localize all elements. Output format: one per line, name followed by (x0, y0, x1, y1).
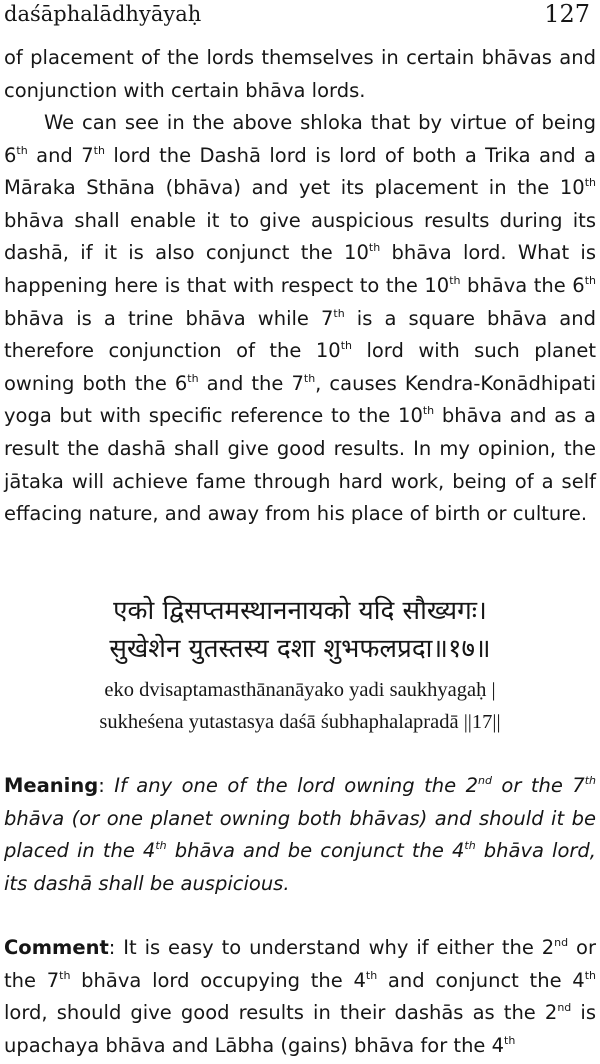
meaning-section (4, 770, 596, 900)
text-run: bhāva the 6 (460, 273, 585, 297)
superscript: th (464, 839, 476, 853)
paragraph-continuation: of placement of the lords themselves in certain bhāvas and conjunction with certain bhāva lords. (4, 46, 596, 102)
text-run: bhāva (or one planet owning both bhāvas) and should it be placed in the 4 (4, 806, 596, 863)
text-run: or the 7 (491, 774, 585, 797)
text-run: or the 7 (4, 936, 596, 992)
superscript: th (584, 273, 596, 287)
text-run: We can see in the above shloka that by virtue of being 6 (4, 111, 596, 167)
superscript: nd (557, 1001, 572, 1015)
text-run: and the 7 (198, 371, 304, 395)
superscript: nd (554, 936, 569, 949)
text-run: is upachaya bhāva and Lābha (gains) bhāva for the 4 (4, 1001, 596, 1057)
label-colon: : (108, 936, 124, 959)
superscript: th (584, 176, 596, 190)
label-colon: : (98, 774, 115, 797)
superscript: th (303, 371, 316, 385)
superscript: th (449, 273, 461, 287)
text-run: lord, should give good results in their dashās as the 2 (4, 1001, 558, 1025)
comment-section (4, 932, 596, 1062)
running-title: daśāphalādhyāyaḥ (4, 2, 202, 26)
text-run: bhāva and be conjunct the 4 (166, 839, 465, 863)
superscript: nd (478, 774, 492, 787)
text-run: and 7 (27, 143, 94, 167)
meaning-paragraph (4, 770, 596, 900)
superscript: th (59, 968, 71, 982)
comment-label: Comment (4, 936, 109, 959)
superscript: th (93, 143, 105, 157)
verse-devanagari (0, 592, 600, 668)
devanagari-line-1: एको द्विसप्तमस्थाननायको यदि सौख्यगः। (113, 596, 487, 626)
comment-paragraph (4, 932, 596, 1062)
text-run: lord with such planet owning both the 6 (4, 339, 596, 395)
verse-transliteration (0, 674, 600, 738)
superscript: th (422, 404, 435, 418)
transliteration-line-1: eko dvisaptamasthānanāyako yadi saukhyagaḥ | (104, 679, 496, 701)
superscript: th (365, 968, 378, 982)
meaning-label: Meaning (4, 774, 99, 797)
superscript: th (187, 371, 199, 385)
page-number: 127 (544, 0, 590, 28)
text-run: bhāva is a trine bhāva while 7 (4, 306, 334, 330)
text-run: and conjunct the 4 (377, 968, 585, 992)
page-header (4, 0, 590, 30)
superscript: th (584, 968, 596, 982)
superscript: th (155, 839, 167, 853)
devanagari-line-2: सुखेशेन युतस्तस्य दशा शुभफलप्रदा॥१७॥ (109, 634, 491, 664)
text-run: , causes Kendra-Konādhipati yoga but with specific reference to the 10 (4, 371, 596, 428)
text-run: It is easy to understand why if either the 2 (123, 936, 555, 959)
text-run: bhāva lord. What is happening here is that with respect to the 10 (4, 241, 596, 297)
text-run: is a square bhāva and therefore conjunction of the 10 (4, 306, 596, 363)
transliteration-line-2: sukheśena yutastasya daśā śubhaphalapradā ||17|| (99, 711, 501, 733)
text-run: bhāva lord, its dashā shall be auspicious. (4, 839, 597, 895)
superscript: th (16, 143, 28, 157)
superscript: th (584, 774, 596, 787)
superscript: th (368, 241, 381, 255)
superscript: th (504, 1033, 516, 1047)
text-run: bhāva and as a result the dashā shall give good results. In my opinion, the jātaka will achieve fame through hard work, being of a self effacing nature, and away from his place of birth or culture. (4, 404, 597, 526)
text-run: If any one of the lord owning the 2 (114, 774, 478, 797)
paragraph-explanation (4, 107, 596, 531)
text-run: bhāva shall enable it to give auspicious results during its dashā, if it is also conjunct the 10 (4, 208, 596, 265)
text-run: lord the Dashā lord is lord of both a Trika and a Māraka Sthāna (bhāva) and yet its placement in the 10 (4, 143, 597, 200)
superscript: th (333, 306, 345, 320)
explanation-paragraph (4, 107, 596, 531)
continued-paragraph (4, 42, 596, 107)
text-run: bhāva lord occupying the 4 (70, 968, 366, 992)
superscript: th (340, 339, 352, 353)
